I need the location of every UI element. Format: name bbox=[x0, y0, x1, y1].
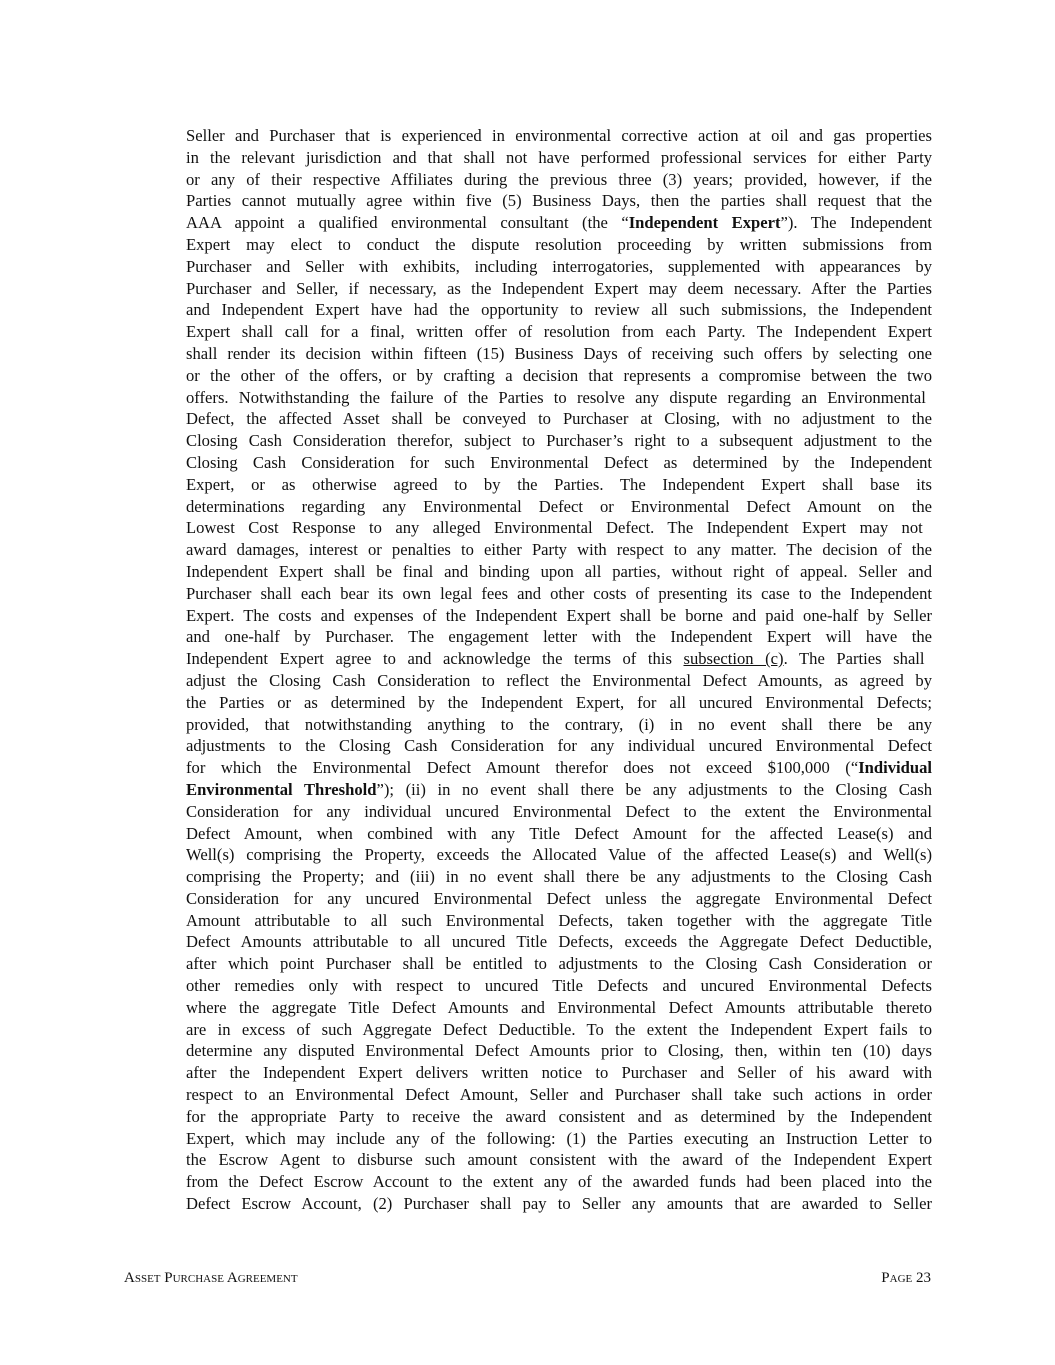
text-line: Closing Cash Consideration therefor, subject to Purchaser’s right to a subsequent adjustment to the bbox=[186, 431, 932, 451]
text-segment: Independent Expert agree to and acknowledge the terms of this bbox=[186, 649, 684, 669]
text-line: from the Defect Escrow Account to the extent any of the awarded funds had been placed into the bbox=[186, 1172, 932, 1192]
text-line: in the relevant jurisdiction and that shall not have performed professional services for either Party bbox=[186, 147, 932, 167]
text-line: Defect Amount, when combined with any Title Defect Amount for the affected Lease(s) and bbox=[186, 823, 932, 843]
text-line: Defect Amounts attributable to all uncured Title Defects, exceeds the Aggregate Defect Deductible, bbox=[186, 932, 932, 952]
text-line: Expert shall call for a final, written offer of resolution from each Party. The Independent Expert bbox=[186, 322, 932, 342]
text-line: Well(s) comprising the Property, exceeds the Allocated Value of the affected Lease(s) and Well(s) bbox=[186, 845, 932, 865]
text-line: Defect Escrow Account, (2) Purchaser shall pay to Seller any amounts that are awarded to Seller bbox=[186, 1194, 932, 1214]
text-line: Amount attributable to all such Environmental Defects, taken together with the aggregate Title bbox=[186, 910, 932, 930]
text-line bbox=[186, 212, 932, 234]
text-line: Seller and Purchaser that is experienced in environmental corrective action at oil and gas properties bbox=[186, 126, 932, 145]
defined-term: Environmental Threshold bbox=[186, 779, 377, 799]
text-line: respect to an Environmental Defect Amount, Seller and Purchaser shall take such actions in order bbox=[186, 1085, 932, 1105]
footer-page-number: Page 23 bbox=[881, 1270, 931, 1286]
body-text bbox=[186, 125, 932, 1215]
text-line: adjust the Closing Cash Consideration to reflect the Environmental Defect Amounts, as agreed by bbox=[186, 670, 932, 690]
text-line: where the aggregate Title Defect Amounts and Environmental Defect Amounts attributable thereto bbox=[186, 997, 932, 1017]
text-segment: ”). The Independent bbox=[780, 213, 932, 233]
defined-term: Individual bbox=[858, 758, 932, 778]
text-line: Purchaser shall each bear its own legal fees and other costs of presenting its case to the Independent bbox=[186, 583, 932, 603]
text-line: Closing Cash Consideration for such Environmental Defect as determined by the Independent bbox=[186, 452, 932, 472]
text-line: offers. Notwithstanding the failure of the Parties to resolve any dispute regarding an Environmental bbox=[186, 387, 926, 407]
text-line: or any of their respective Affiliates during the previous three (3) years; provided, however, if the bbox=[186, 169, 932, 189]
text-line: and one-half by Purchaser. The engagement letter with the Independent Expert will have the bbox=[186, 627, 932, 647]
text-line bbox=[186, 757, 932, 779]
text-line: determinations regarding any Environmental Defect or Environmental Defect Amount on the bbox=[186, 496, 932, 516]
text-line: Expert, or as otherwise agreed to by the Parties. The Independent Expert shall base its bbox=[186, 474, 932, 494]
text-line: Expert may elect to conduct the dispute resolution proceeding by written submissions from bbox=[186, 234, 932, 254]
text-line: Lowest Cost Response to any alleged Environmental Defect. The Independent Expert may not bbox=[186, 518, 923, 538]
text-line: Expert. The costs and expenses of the Independent Expert shall be borne and paid one-half by Seller bbox=[186, 605, 932, 625]
text-segment: AAA appoint a qualified environmental consultant (the “ bbox=[186, 213, 629, 233]
text-line: Parties cannot mutually agree within five (5) Business Days, then the parties shall request that the bbox=[186, 191, 932, 211]
text-line: award damages, interest or penalties to either Party with respect to any matter. The decision of the bbox=[186, 540, 932, 560]
text-line: shall render its decision within fifteen (15) Business Days of receiving such offers by selecting one bbox=[186, 343, 932, 363]
text-line: adjustments to the Closing Cash Consideration for any individual uncured Environmental Defect bbox=[186, 736, 932, 756]
defined-term: Independent Expert bbox=[628, 213, 781, 233]
text-segment: ”); (ii) in no event shall there be any adjustments to the Closing Cash bbox=[376, 779, 932, 799]
text-line bbox=[186, 648, 932, 670]
text-segment: for which the Environmental Defect Amount therefor does not exceed $100,000 (“ bbox=[186, 758, 859, 778]
footer-document-title: Asset Purchase Agreement bbox=[124, 1270, 298, 1286]
text-line: provided, that notwithstanding anything to the contrary, (i) in no event shall there be any bbox=[186, 714, 932, 734]
text-line: Consideration for any individual uncured Environmental Defect to the extent the Environmental bbox=[186, 801, 932, 821]
text-line: Purchaser and Seller, if necessary, as the Independent Expert may deem necessary. After the Parties bbox=[186, 278, 932, 298]
section-reference: subsection (c) bbox=[683, 649, 784, 669]
text-line: Consideration for any uncured Environmental Defect unless the aggregate Environmental Defect bbox=[186, 888, 932, 908]
text-line: for the appropriate Party to receive the award consistent and as determined by the Independent bbox=[186, 1106, 932, 1126]
text-line: the Escrow Agent to disburse such amount consistent with the award of the Independent Expert bbox=[186, 1150, 932, 1170]
text-line: or the other of the offers, or by crafting a decision that represents a compromise between the two bbox=[186, 365, 932, 385]
text-line: and Independent Expert have had the opportunity to review all such submissions, the Independent bbox=[186, 300, 932, 320]
text-line: after which point Purchaser shall be entitled to adjustments to the Closing Cash Consideration or bbox=[186, 954, 932, 974]
text-line bbox=[186, 779, 932, 801]
text-line: Purchaser and Seller with exhibits, including interrogatories, supplemented with appearances by bbox=[186, 256, 932, 276]
text-line: determine any disputed Environmental Defect Amounts prior to Closing, then, within ten (10) days bbox=[186, 1041, 932, 1061]
text-line: are in excess of such Aggregate Defect Deductible. To the extent the Independent Expert fails to bbox=[186, 1019, 932, 1039]
text-line: Independent Expert shall be final and binding upon all parties, without right of appeal. Seller and bbox=[186, 561, 932, 581]
text-line: other remedies only with respect to uncured Title Defects and uncured Environmental Defects bbox=[186, 976, 932, 996]
text-segment: . The Parties shall bbox=[783, 649, 925, 669]
text-line: Expert, which may include any of the following: (1) the Parties executing an Instruction Letter to bbox=[186, 1128, 932, 1148]
text-line: Defect, the affected Asset shall be conveyed to Purchaser at Closing, with no adjustment to the bbox=[186, 409, 932, 429]
text-line: comprising the Property; and (iii) in no event shall there be any adjustments to the Closing Cash bbox=[186, 867, 932, 887]
text-line: the Parties or as determined by the Independent Expert, for all uncured Environmental Defects; bbox=[186, 692, 932, 712]
text-line: after the Independent Expert delivers written notice to Purchaser and Seller of his award with bbox=[186, 1063, 932, 1083]
